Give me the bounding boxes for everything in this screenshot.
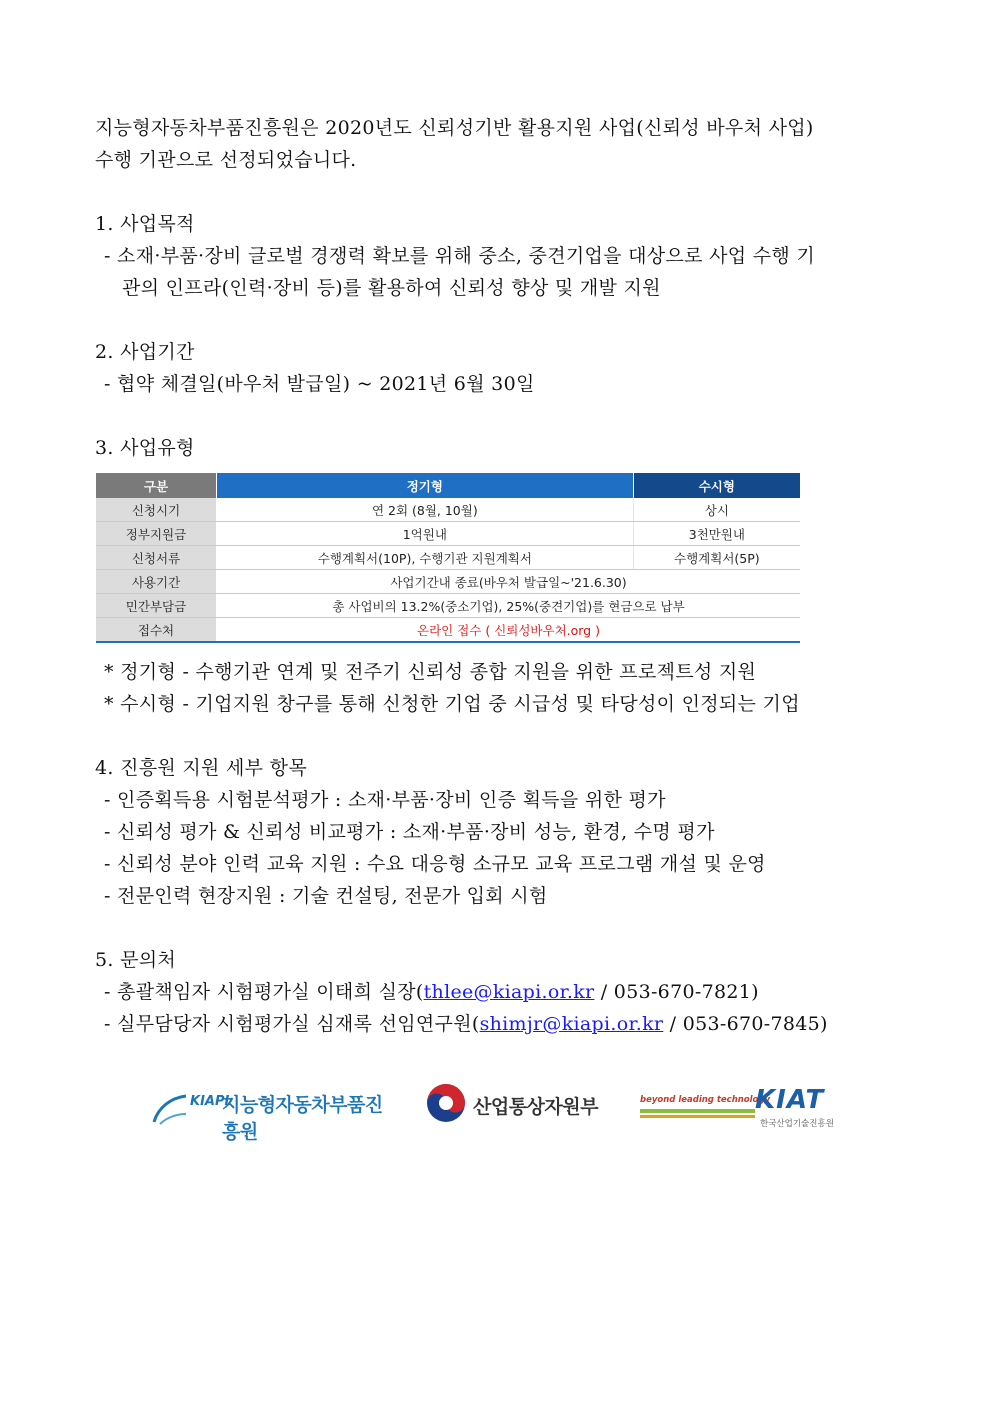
section-3-note-1: * 정기형 - 수행기관 연계 및 전주기 신뢰성 종합 지원을 위한 프로젝트성 지원 xyxy=(104,661,757,683)
contact-1-prefix: - 총괄책임자 시험평가실 이태희 실장( xyxy=(104,981,424,1003)
table-cell-merged: 온라인 접수 ( 신뢰성바우처.org ) xyxy=(217,618,801,643)
contact-2-suffix: / 053-670-7845) xyxy=(663,1013,828,1035)
contact-1 xyxy=(104,980,759,1004)
program-type-table xyxy=(96,473,800,643)
table-row-label: 정부지원금 xyxy=(96,522,217,546)
section-4-title: 4. 진흥원 지원 세부 항목 xyxy=(95,757,307,779)
table-cell-merged: 사업기간내 종료(바우처 발급일~'21.6.30) xyxy=(217,570,801,594)
table-row-label: 사용기간 xyxy=(96,570,217,594)
section-4-item: - 신뢰성 분야 인력 교육 지원 : 수요 대응형 소규모 교육 프로그램 개설 및 운영 xyxy=(104,853,766,875)
section-1-title: 1. 사업목적 xyxy=(95,213,195,235)
table-cell: 연 2회 (8월, 10월) xyxy=(217,498,634,522)
table-row-label: 민간부담금 xyxy=(96,594,217,618)
table-row xyxy=(96,546,800,570)
section-1-item: - 소재·부품·장비 글로벌 경쟁력 확보를 위해 중소, 중견기업을 대상으로 사업 수행 기 xyxy=(104,245,816,267)
kiat-mark: KIAT xyxy=(755,1085,825,1115)
contact-2 xyxy=(104,1012,828,1036)
section-1-item-cont: 관의 인프라(인력·장비 등)를 활용하여 신뢰성 향상 및 개발 지원 xyxy=(122,277,661,299)
footer-logos xyxy=(0,1080,992,1143)
section-3-note-2: * 수시형 - 기업지원 창구를 통해 신청한 기업 중 시급성 및 타당성이 인정되는 기업 xyxy=(104,693,800,715)
table-cell-merged: 총 사업비의 13.2%(중소기업), 25%(중견기업)를 현금으로 납부 xyxy=(217,594,801,618)
kiapi-swoosh-icon xyxy=(150,1088,190,1128)
kiat-slogan: beyond leading technology xyxy=(640,1095,771,1105)
kiapi-logo xyxy=(150,1088,395,1143)
table-cell: 상시 xyxy=(633,498,800,522)
section-2-item: - 협약 체결일(바우처 발급일) ~ 2021년 6월 30일 xyxy=(104,373,535,395)
kiat-name: 한국산업기술진흥원 xyxy=(760,1119,834,1129)
table-row xyxy=(96,618,800,643)
contact-2-prefix: - 실무담당자 시험평가실 심재록 선임연구원( xyxy=(104,1013,480,1035)
section-4-item: - 인증획득용 시험분석평가 : 소재·부품·장비 인증 획득을 위한 평가 xyxy=(104,789,666,811)
table-row xyxy=(96,498,800,522)
contact-2-email-link[interactable]: shimjr@kiapi.or.kr xyxy=(479,1013,664,1035)
table-cell: 수행계획서(5P) xyxy=(633,546,800,570)
table-cell: 수행계획서(10P), 수행기관 지원계획서 xyxy=(217,546,634,570)
contact-1-suffix: / 053-670-7821) xyxy=(594,981,759,1003)
section-4-item: - 전문인력 현장지원 : 기술 컨설팅, 전문가 입회 시험 xyxy=(104,885,548,907)
section-2-title: 2. 사업기간 xyxy=(95,341,195,363)
table-cell: 1억원내 xyxy=(217,522,634,546)
section-3-title: 3. 사업유형 xyxy=(95,437,195,459)
table-row-label: 접수처 xyxy=(96,618,217,643)
taegeuk-icon xyxy=(425,1082,467,1124)
table-header-ondemand: 수시형 xyxy=(633,473,800,498)
motie-logo xyxy=(425,1080,605,1130)
kiapi-mark: KIAPI xyxy=(190,1094,230,1109)
table-row-label: 신청시기 xyxy=(96,498,217,522)
motie-name: 산업통상자원부 xyxy=(473,1096,598,1118)
contact-1-email-link[interactable]: thlee@kiapi.or.kr xyxy=(423,981,595,1003)
kiat-stripe-icon xyxy=(640,1109,755,1123)
table-row-label: 신청서류 xyxy=(96,546,217,570)
table-cell: 3천만원내 xyxy=(633,522,800,546)
table-header-regular: 정기형 xyxy=(217,473,634,498)
table-header-category: 구분 xyxy=(96,473,217,498)
kiapi-name: 지능형자동차부품진흥원 xyxy=(222,1094,383,1143)
table-header-row xyxy=(96,473,800,498)
intro-line-2: 수행 기관으로 선정되었습니다. xyxy=(95,149,357,171)
intro-line-1: 지능형자동차부품진흥원은 2020년도 신뢰성기반 활용지원 사업(신뢰성 바우처 사업) xyxy=(95,117,814,139)
section-4-item: - 신뢰성 평가 & 신뢰성 비교평가 : 소재·부품·장비 성능, 환경, 수명 평가 xyxy=(104,821,715,843)
table-row xyxy=(96,522,800,546)
section-5-title: 5. 문의처 xyxy=(95,949,177,971)
table-row xyxy=(96,594,800,618)
table-row xyxy=(96,570,800,594)
kiat-logo xyxy=(640,1085,840,1133)
